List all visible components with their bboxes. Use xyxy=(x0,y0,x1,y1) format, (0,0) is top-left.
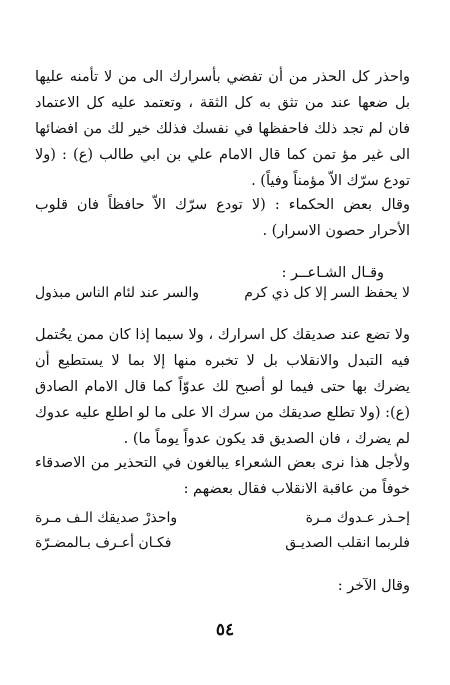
paragraph-friend-secrets: ولا تضع عند صديقك كل اسرارك ، ولا سيما إذا كان ممن يحُتمل فيه التبدل والانقلاب بل لا تخبره منها إلا بما لا يستطيع أن يضرك بها حتى فيما لو أصبح لك عدوّاً كما قال الامام الصادق (ع): (ولا تطلع صديقك من سرك الا على ما لو اطلع عليه عدوك لم يضرك ، فان الصديق قد يكون عدواً يوماً ما) . xyxy=(35,327,410,447)
verse-hemistich-right: إحـذر عـدوك مـرة xyxy=(305,510,410,526)
verse-hemistich-left: واحذرْ صديقك الـف مـرة xyxy=(35,510,178,526)
verse-line-1 xyxy=(35,282,410,304)
verse-hemistich-right: لا يحفظ السر إلا كل ذي كرم xyxy=(244,285,410,301)
verse-line-3 xyxy=(35,532,410,554)
other-poet-label: وقال الآخر : xyxy=(337,578,410,594)
paragraph-wise-saying: وقال بعض الحكماء : (لا تودع سرّك الاّ حافظاً فان قلوب الأحرار حصون الاسرار) . xyxy=(35,197,410,239)
verse-hemistich-left: فكـان أعـرف بـالمضـرّة xyxy=(35,535,172,551)
paragraph-poets-warning: ولأجل هذا نرى بعض الشعراء يبالغون في التحذير من الاصدقاء خوفاً من عاقبة الانقلاب فقال بعضهم : xyxy=(35,455,410,497)
verse-hemistich-right: فلربما انقلب الصديـق xyxy=(285,535,410,551)
verse-line-2 xyxy=(35,507,410,529)
page-number: ٥٤ xyxy=(215,620,235,640)
verse-hemistich-left: والسر عند لئام الناس مبذول xyxy=(35,285,200,301)
poet-label: وقـال الشـاعــر : xyxy=(281,265,384,281)
paragraph-secrets: واحذر كل الحذر من أن تفضي بأسرارك الى من لا تأمنه عليها بل ضعها عند من تثق به كل الثقة ، وتعتمد عليه كل الاعتماد فان لم تجد ذلك فاحفظها في نفسك فذلك خير لك من افضائها الى غير مؤ تمن كما قال الامام علي بن ابي طالب (ع) : (ولا تودع سرّك الاّ مؤمناً وفياً) . xyxy=(35,69,410,189)
